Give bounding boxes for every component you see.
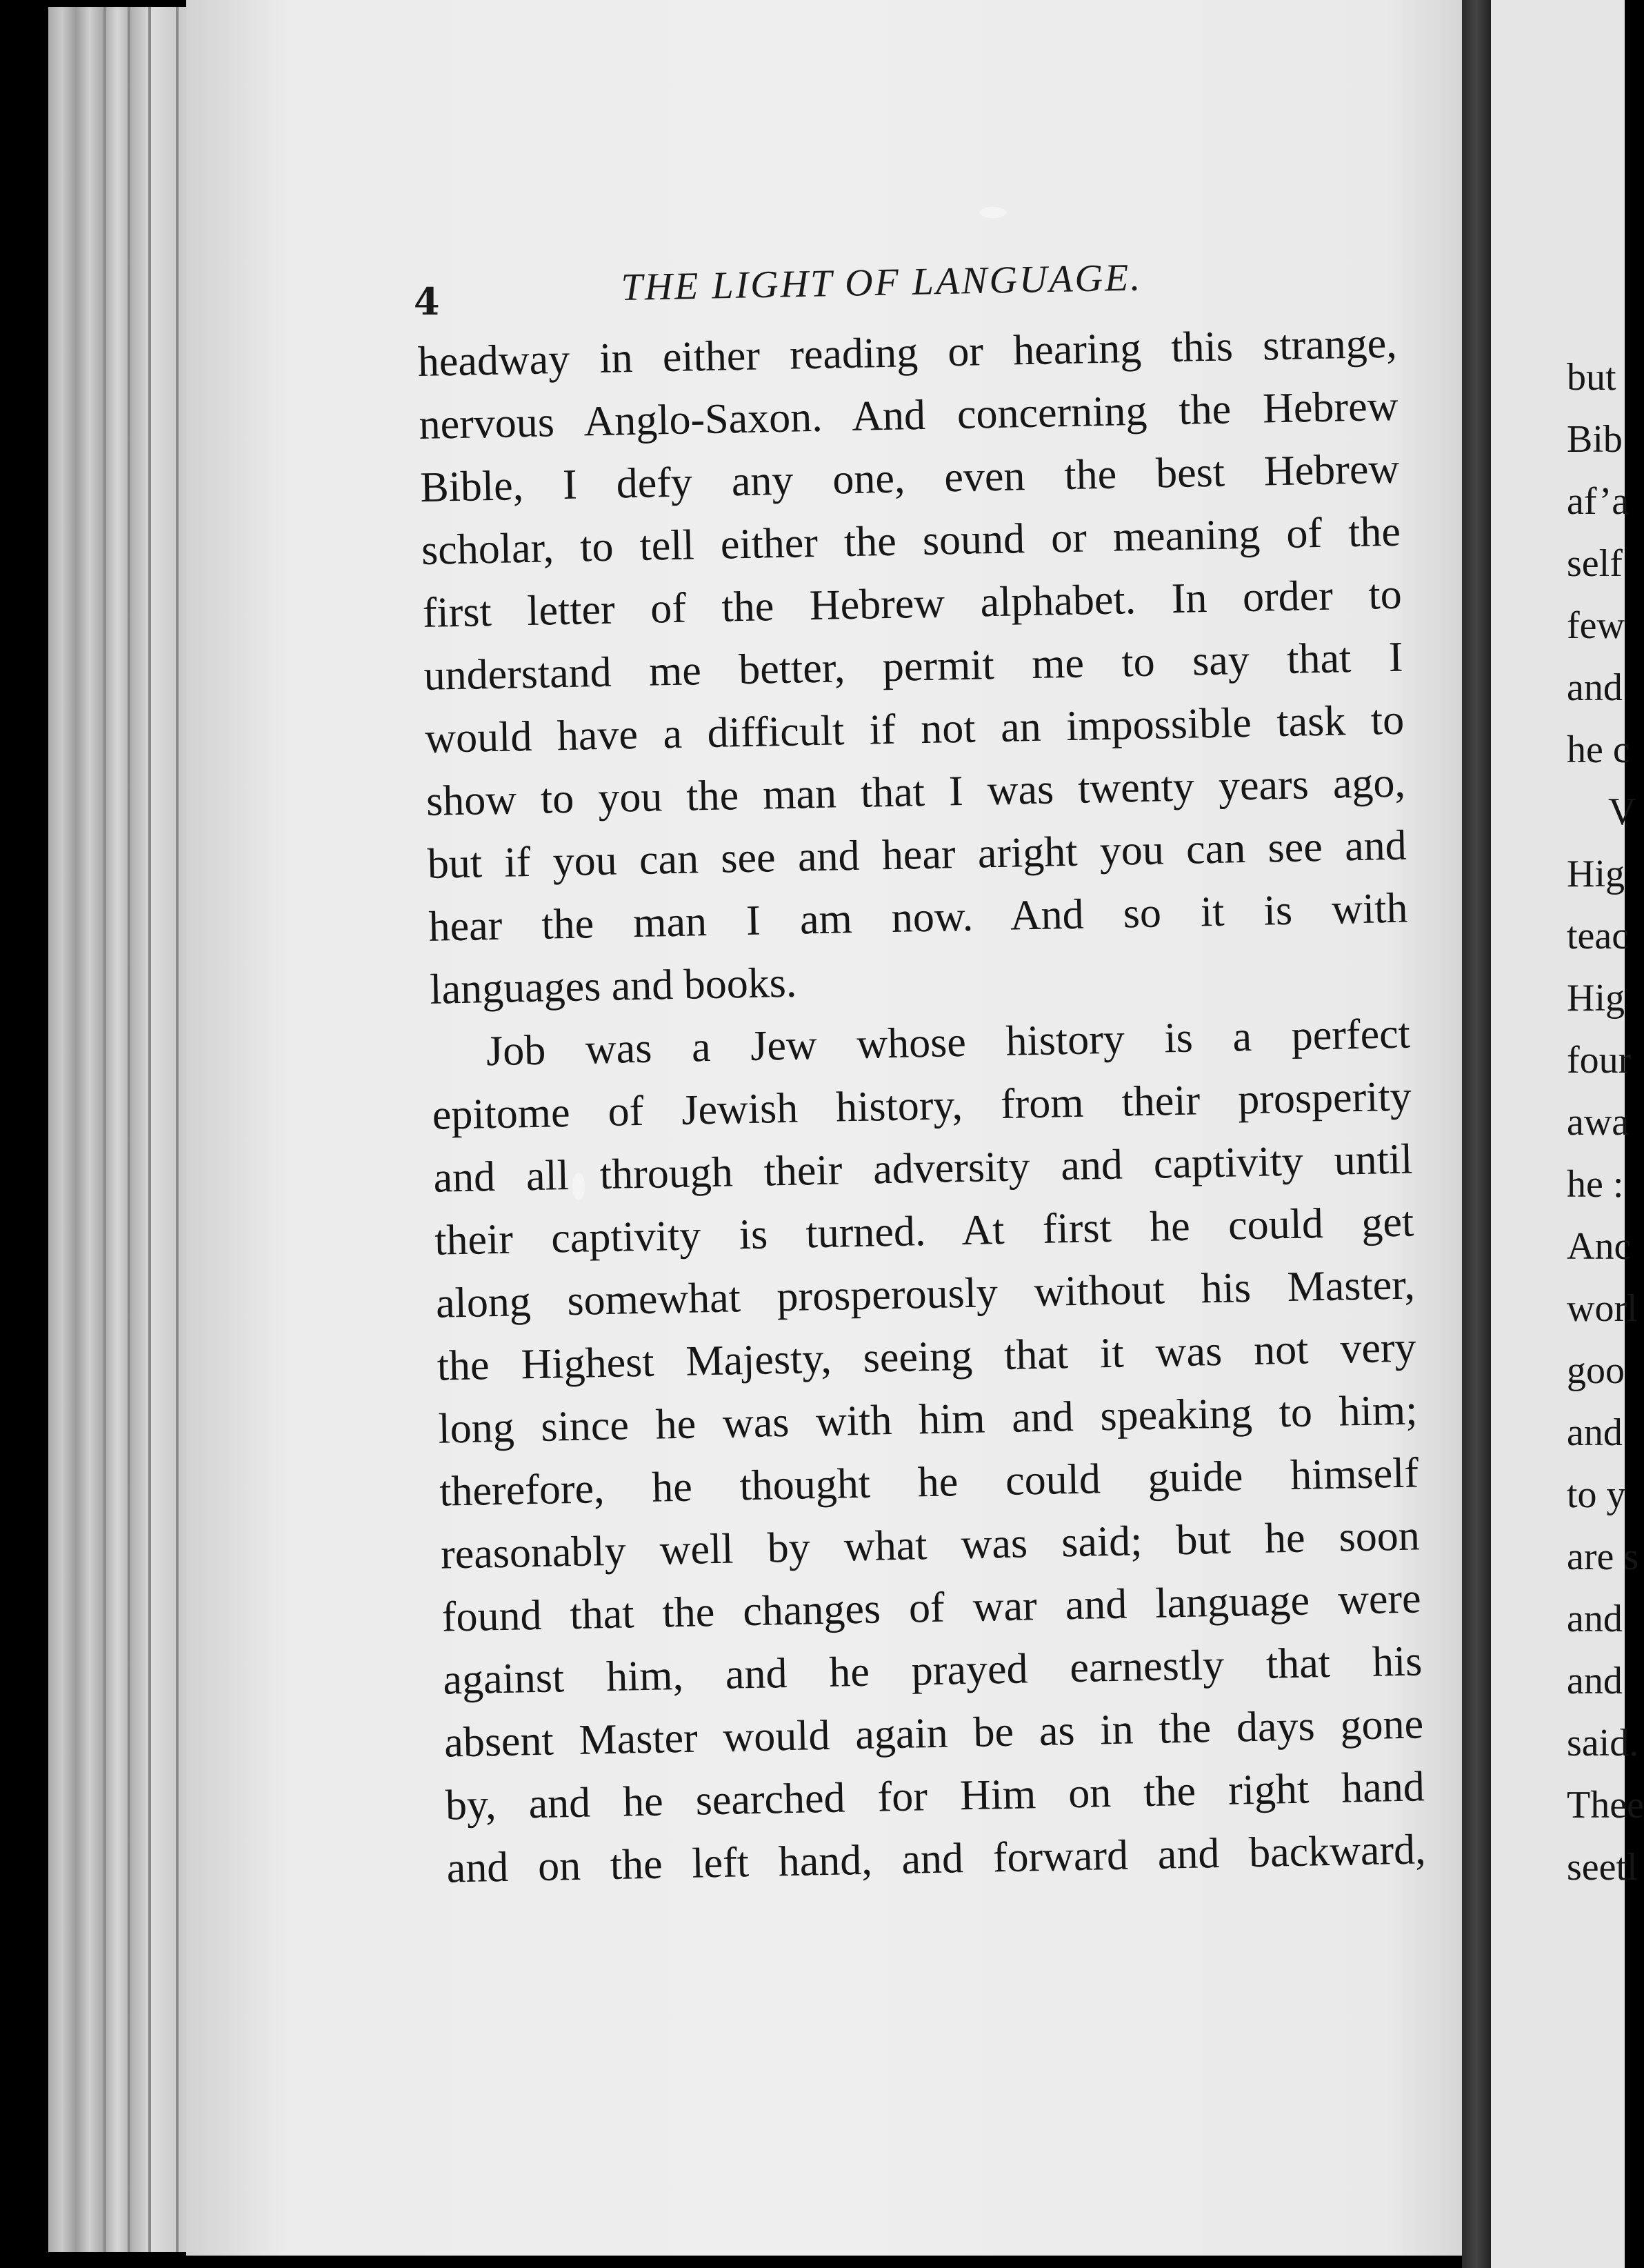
text-line: hear the man I am now. And so it is with [428, 884, 1408, 951]
text-line: against him, and he prayed earnestly that his [442, 1638, 1423, 1704]
body-text [417, 312, 1426, 1900]
text-line: along somewhat prosperously without his Master, [435, 1261, 1416, 1327]
text-line: headway in either reading or hearing this strange, [417, 319, 1398, 386]
next-page-fragment: Thee [1567, 1784, 1644, 1827]
text-line: absent Master would again be as in the days gone [443, 1700, 1424, 1767]
next-page-fragment: and [1567, 666, 1623, 709]
running-head: THE LIGHT OF LANGUAGE. [621, 256, 1143, 309]
paper-fleck [979, 207, 1007, 218]
page-number: 4 [414, 279, 440, 324]
text-line: their captivity is turned. At first he could get [434, 1198, 1414, 1264]
text-line: would have a difficult if not an impossible task to [424, 696, 1405, 762]
text-line: found that the changes of war and language were [441, 1575, 1422, 1641]
text-line: and on the left hand, and forward and backward, [446, 1826, 1427, 1892]
book-gutter [1462, 0, 1491, 2268]
edge-line [176, 7, 179, 2252]
next-page-fragment: af’a [1567, 480, 1630, 523]
next-page-fragment: but [1567, 356, 1616, 399]
text-line: by, and he searched for Him on the right hand [445, 1763, 1425, 1829]
text-line: therefore, he thought he could guide himself [439, 1449, 1419, 1515]
text-line: but if you can see and hear aright you can see and [427, 822, 1407, 888]
next-page-edge [1491, 0, 1644, 2268]
text-line: first letter of the Hebrew alphabet. In order to [422, 570, 1403, 637]
next-page-fragment: are s [1567, 1535, 1639, 1578]
next-page-fragment: four [1567, 1039, 1632, 1082]
text-line: Bible, I defy any one, even the best Hebrew [419, 445, 1400, 511]
next-page-fragment: worl [1567, 1287, 1638, 1330]
next-page-fragment: Anc [1567, 1225, 1632, 1268]
text-line: epitome of Jewish history, from their prosperity [432, 1073, 1412, 1139]
edge-line [103, 7, 106, 2252]
next-page-fragment: said. [1567, 1722, 1639, 1764]
text-line: Job was a Jew whose history is a perfect [485, 1010, 1411, 1075]
next-page-fragment: he c [1567, 728, 1630, 771]
next-page-fragment: self [1567, 542, 1623, 585]
next-page-fragment: Hig [1567, 853, 1625, 895]
next-page-fragment: and [1567, 1598, 1623, 1640]
text-line: long since he was with him and speaking to him; [437, 1386, 1418, 1453]
text-line: scholar, to tell either the sound or meaning of the [421, 508, 1401, 574]
text-line: show to you the man that I was twenty years ago, [425, 759, 1406, 825]
edge-line [128, 7, 130, 2252]
next-page-fragment: Hig [1567, 977, 1625, 1019]
edge-line [148, 7, 151, 2252]
next-page-fragment: awa [1567, 1101, 1630, 1144]
next-page-fragment: few [1567, 604, 1625, 647]
text-line: reasonably well by what was said; but he soon [440, 1512, 1421, 1578]
next-page-fragment: V [1608, 790, 1636, 833]
text-line: languages and books. [429, 959, 797, 1013]
next-page-fragment: teac [1567, 915, 1630, 957]
text-line: and all through their adversity and captivity until [432, 1135, 1413, 1202]
next-page-fragment: and [1567, 1411, 1623, 1454]
next-page-fragment: goo [1567, 1349, 1625, 1392]
text-line: the Highest Majesty, seeing that it was not very [437, 1324, 1417, 1390]
text-line: understand me better, permit me to say that I [423, 633, 1403, 699]
next-page-fragment: to y [1567, 1473, 1626, 1516]
next-page-fragment: he : [1567, 1163, 1624, 1206]
next-page-fragment: and [1567, 1660, 1623, 1702]
next-page-fragment: Bib [1567, 418, 1623, 461]
text-line: nervous Anglo-Saxon. And concerning the Hebrew [418, 382, 1399, 448]
next-page-fragment: seetl [1567, 1846, 1638, 1889]
